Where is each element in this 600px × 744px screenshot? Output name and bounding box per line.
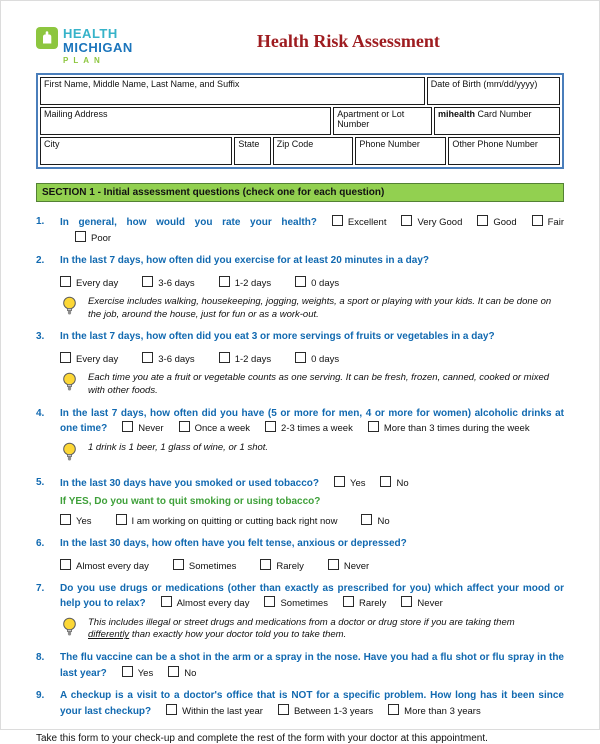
answer-option[interactable] — [264, 596, 328, 611]
checkbox[interactable] — [388, 704, 399, 715]
tip-text-segment: This includes illegal or street drugs and medications from a doctor or drug store if you are taking them — [88, 616, 515, 628]
form-row-name — [40, 77, 560, 105]
answer-option[interactable] — [161, 596, 250, 611]
question — [36, 407, 564, 468]
question-number: 9. — [36, 690, 45, 702]
answer-option[interactable] — [75, 231, 111, 246]
question-body — [60, 407, 564, 468]
question-text: Do you use drugs or medications (other than exactly as prescribed for you) which affect your mood or help you to relax? — [60, 582, 564, 610]
question-number: 6. — [36, 538, 45, 550]
answer-option[interactable] — [116, 514, 338, 527]
question-body — [60, 689, 564, 719]
question-body — [60, 651, 564, 681]
option-label: I am working on quitting or cutting back right now — [131, 516, 338, 528]
contact-info-table — [36, 73, 564, 169]
michigan-mitten-icon — [36, 27, 58, 49]
mailing-address-field[interactable] — [40, 107, 331, 135]
question-line — [60, 537, 564, 552]
question-options — [60, 273, 564, 291]
option-label: Almost every day — [176, 598, 250, 610]
lightbulb-icon — [62, 296, 77, 321]
option-label: 0 days — [311, 277, 340, 289]
answer-option[interactable] — [328, 559, 369, 572]
answer-option[interactable] — [265, 421, 353, 436]
answer-option[interactable] — [168, 666, 196, 681]
checkbox[interactable] — [343, 596, 354, 607]
date-of-birth-label: Date of Birth (mm/dd/yyyy) — [430, 79, 538, 90]
tip-text-segment: 1 drink is 1 beer, 1 glass of wine, or 1 shot. — [88, 441, 269, 453]
option-label: More than 3 times during the week — [383, 423, 530, 435]
apartment-field[interactable] — [333, 107, 432, 135]
answer-option[interactable] — [361, 514, 389, 527]
mihealth-label-rest: Card Number — [475, 109, 532, 120]
form-header — [36, 27, 564, 65]
option-label: More than 3 years — [404, 705, 481, 717]
answer-option[interactable] — [401, 215, 462, 230]
checkbox[interactable] — [219, 352, 230, 363]
checkbox[interactable] — [179, 421, 190, 432]
checkbox[interactable] — [122, 666, 133, 677]
apartment-label: Apartment or Lot Number — [337, 109, 405, 130]
question-line — [60, 689, 564, 719]
answer-option[interactable] — [278, 704, 373, 719]
question-text: A checkup is a visit to a doctor's office that is NOT for a specific problem. How long has it been since your last checkup? — [60, 690, 564, 717]
question — [36, 476, 564, 530]
checkbox[interactable] — [161, 596, 172, 607]
checkbox[interactable] — [477, 215, 488, 226]
question-text: In the last 30 days have you smoked or used tobacco? — [60, 477, 319, 489]
question — [36, 689, 564, 719]
answer-option[interactable] — [60, 276, 118, 289]
question-body — [60, 254, 564, 322]
question-options — [60, 556, 564, 574]
question-text: The flu vaccine can be a shot in the arm or a spray in the nose. Have you had a flu shot or flu spray in the last year? — [60, 652, 564, 679]
question-text: In general, how would you rate your health? — [60, 217, 317, 229]
answer-option[interactable] — [295, 352, 339, 365]
answer-option[interactable] — [60, 514, 92, 527]
checkbox[interactable] — [332, 215, 343, 226]
tip-text — [88, 296, 553, 322]
option-label: 2-3 times a week — [281, 423, 353, 435]
city-label: City — [44, 139, 60, 150]
option-label: No — [377, 516, 390, 528]
question-number: 3. — [36, 331, 45, 343]
question-number: 5. — [36, 476, 45, 488]
answer-option[interactable] — [166, 704, 263, 719]
answer-option[interactable] — [388, 704, 481, 719]
question — [36, 537, 564, 574]
option-label: Sometimes — [188, 560, 237, 572]
tip-text — [88, 372, 553, 398]
checkbox[interactable] — [260, 559, 271, 570]
question-body — [60, 476, 564, 530]
question-text: In the last 30 days, how often have you felt tense, anxious or depressed? — [60, 538, 407, 550]
tip-note — [62, 442, 564, 467]
tip-text-segment: Each time you ate a fruit or vegetable counts as one serving. It can be fresh, frozen, canned, cooked or mixed with other foods. — [88, 371, 550, 396]
answer-option[interactable] — [219, 352, 271, 365]
option-label: Never — [417, 598, 443, 610]
checkbox[interactable] — [368, 421, 379, 432]
checkbox[interactable] — [168, 666, 179, 677]
form-row-city — [40, 137, 560, 165]
question-line — [60, 476, 564, 492]
other-phone-number-label: Other Phone Number — [452, 139, 538, 150]
zip-code-field[interactable] — [273, 137, 354, 165]
option-label: Yes — [137, 667, 154, 679]
question-line — [60, 215, 564, 246]
question-body — [60, 215, 564, 246]
option-label: 1-2 days — [234, 277, 272, 289]
date-of-birth-field[interactable] — [427, 77, 560, 105]
tip-note — [62, 372, 564, 398]
footer-instruction: Take this form to your check-up and complete the rest of the form with your doctor at this appointment. — [36, 733, 488, 744]
zip-code-label: Zip Code — [276, 139, 314, 150]
option-label: Fair — [547, 217, 564, 229]
answer-option[interactable] — [380, 476, 408, 491]
checkbox[interactable] — [60, 514, 71, 525]
question-text: In the last 7 days, how often did you eat 3 or more servings of fruits or vegetables in a day? — [60, 331, 495, 343]
phone-number-label: Phone Number — [359, 139, 420, 150]
checkbox[interactable] — [75, 231, 86, 242]
option-label: 3-6 days — [158, 277, 195, 289]
section1-header: SECTION 1 - Initial assessment questions (check one for each question) — [36, 183, 564, 202]
checkbox[interactable] — [142, 276, 153, 287]
checkbox[interactable] — [295, 352, 306, 363]
question-line — [60, 407, 564, 437]
checkbox[interactable] — [328, 559, 339, 570]
mailing-address-label: Mailing Address — [44, 109, 108, 120]
checkbox[interactable] — [116, 514, 127, 525]
question — [36, 254, 564, 322]
answer-option[interactable] — [122, 421, 163, 436]
checkbox[interactable] — [166, 704, 177, 715]
tip-note — [62, 296, 564, 322]
tip-text — [88, 617, 553, 643]
question — [36, 215, 564, 246]
question-body — [60, 537, 564, 574]
checkbox[interactable] — [219, 276, 230, 287]
sub-question-text: If YES, Do you want to quit smoking or using tobacco? — [60, 496, 321, 508]
option-label: Between 1-3 years — [293, 705, 374, 717]
option-label: Very Good — [417, 217, 463, 229]
checkbox[interactable] — [380, 476, 391, 487]
option-label: Yes — [349, 477, 366, 489]
logo-line-plan: PLAN — [63, 56, 105, 66]
tip-text-underlined: differently — [88, 629, 130, 641]
question — [36, 651, 564, 681]
question-number: 2. — [36, 255, 45, 267]
checkbox[interactable] — [264, 596, 275, 607]
answer-option[interactable] — [401, 596, 442, 611]
question-line — [60, 582, 564, 612]
option-label: Good — [493, 217, 517, 229]
checkbox[interactable] — [532, 215, 543, 226]
answer-option[interactable] — [179, 421, 250, 436]
mihealth-label-bold: mihealth — [437, 109, 475, 120]
option-label: Rarely — [276, 560, 304, 572]
option-label: Poor — [91, 232, 112, 244]
question-number: 4. — [36, 407, 45, 419]
checkbox[interactable] — [142, 352, 153, 363]
checkbox[interactable] — [334, 476, 345, 487]
checkbox[interactable] — [60, 276, 71, 287]
state-label: State — [238, 139, 260, 150]
phone-number-field[interactable] — [355, 137, 446, 165]
option-label: Never — [343, 560, 370, 572]
logo-text — [63, 27, 133, 65]
question-options — [60, 349, 564, 367]
answer-option[interactable] — [343, 596, 386, 611]
lightbulb-icon — [62, 617, 77, 642]
option-label: 0 days — [311, 353, 340, 365]
name-field[interactable] — [40, 77, 425, 105]
answer-option[interactable] — [477, 215, 516, 230]
option-label: 1-2 days — [234, 353, 272, 365]
answer-option[interactable] — [532, 215, 564, 230]
question-body — [60, 582, 564, 644]
question-text: In the last 7 days, how often did you have (5 or more for men, 4 or more for women) alcoholic drinks at one time? — [60, 407, 564, 435]
answer-option[interactable] — [60, 352, 118, 365]
answer-option[interactable] — [60, 559, 149, 572]
lightbulb-icon — [62, 442, 77, 467]
option-label: 3-6 days — [158, 353, 195, 365]
answer-option[interactable] — [219, 276, 271, 289]
option-label: Never — [138, 423, 164, 435]
checkbox[interactable] — [60, 352, 71, 363]
logo-line-health: HEALTH — [63, 26, 118, 41]
answer-option[interactable] — [142, 276, 194, 289]
other-phone-number-field[interactable] — [448, 137, 560, 165]
checkbox[interactable] — [361, 514, 372, 525]
form-row-address — [40, 107, 560, 135]
checkbox[interactable] — [401, 596, 412, 607]
logo-line-michigan: MICHIGAN — [63, 39, 133, 55]
question-text: In the last 7 days, how often did you exercise for at least 20 minutes in a day? — [60, 255, 429, 267]
mihealth-card-number-field[interactable] — [434, 107, 560, 135]
lightbulb-icon — [62, 372, 77, 397]
checkbox[interactable] — [265, 421, 276, 432]
questions-list — [36, 215, 564, 719]
checkbox[interactable] — [122, 421, 133, 432]
option-label: Once a week — [194, 423, 251, 435]
question-number: 1. — [36, 216, 45, 228]
answer-option[interactable] — [122, 666, 154, 681]
option-label: Within the last year — [182, 705, 263, 717]
answer-option[interactable] — [368, 421, 530, 436]
question-line — [60, 254, 564, 269]
answer-option[interactable] — [332, 215, 387, 230]
option-label: Almost every day — [76, 560, 149, 572]
option-label: Every day — [76, 277, 119, 289]
question-body — [60, 330, 564, 398]
name-field-label: First Name, Middle Name, Last Name, and Suffix — [44, 79, 240, 90]
option-label: Excellent — [347, 217, 387, 229]
answer-option[interactable] — [142, 352, 194, 365]
question-number: 7. — [36, 582, 45, 594]
option-label: No — [184, 667, 197, 679]
option-label: Yes — [76, 516, 92, 528]
sub-question-options — [60, 511, 564, 529]
city-field[interactable] — [40, 137, 232, 165]
question-line — [60, 651, 564, 681]
option-label: No — [396, 477, 409, 489]
tip-note — [62, 617, 564, 643]
answer-option[interactable] — [334, 476, 366, 491]
tip-text-segment: than exactly how your doctor told you to take them. — [129, 629, 347, 641]
question-line — [60, 330, 564, 345]
checkbox[interactable] — [173, 559, 184, 570]
option-label: Sometimes — [280, 598, 328, 610]
question — [36, 330, 564, 398]
answer-option[interactable] — [295, 276, 339, 289]
answer-option[interactable] — [173, 559, 237, 572]
question — [36, 582, 564, 644]
health-michigan-plan-logo — [36, 27, 133, 65]
question-number: 8. — [36, 652, 45, 664]
option-label: Rarely — [358, 598, 387, 610]
tip-text-segment: Exercise includes walking, housekeeping, jogging, weights, a sport or playing with your kids. It can be done on the job, around the house, just for fun or as a work-out. — [88, 295, 552, 320]
state-field[interactable] — [234, 137, 270, 165]
page-title: Health Risk Assessment — [256, 31, 440, 51]
checkbox[interactable] — [401, 215, 412, 226]
answer-option[interactable] — [260, 559, 303, 572]
checkbox[interactable] — [60, 559, 71, 570]
option-label: Every day — [76, 353, 119, 365]
checkbox[interactable] — [295, 276, 306, 287]
checkbox[interactable] — [278, 704, 289, 715]
tip-text — [88, 442, 268, 455]
